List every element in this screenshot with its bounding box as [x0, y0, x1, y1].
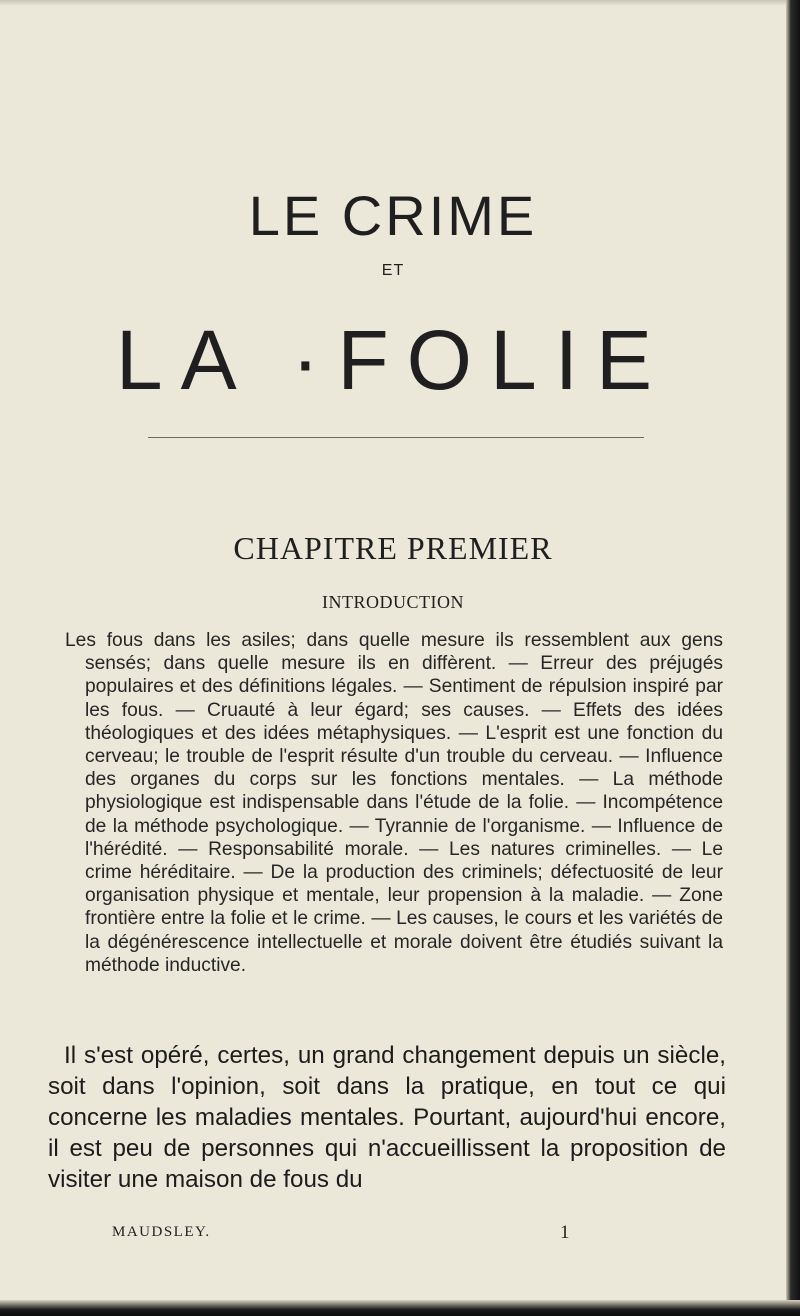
chapter-heading: CHAPITRE PREMIER — [233, 530, 553, 566]
title-line-et: ET — [381, 262, 405, 279]
chapter-subheading: INTRODUCTION — [322, 592, 464, 612]
title-line-folie: LA ·FOLIE — [115, 313, 671, 407]
page-top-shadow — [0, 0, 786, 6]
title-line-crime: LE CRIME — [248, 184, 538, 247]
page-right-edge — [786, 0, 800, 1316]
running-author: MAUDSLEY. — [112, 1224, 211, 1240]
title-divider — [148, 437, 644, 438]
chapter-summary: Les fous dans les asiles; dans quelle mesure ils ressemblent aux gens sensés; dans quelle mesure ils en diffèrent. — Erreur des préjugés populaires et des définitions légales. — Sentiment de répulsion inspiré par les fous. — Cruauté à leur égard; ses causes. — Effets des idées théologiques et des idées métaphysiques. — L'esprit est une fonction du cerveau; le trouble de l'esprit résulte d'un trouble du cerveau. — Influence des organes du corps sur les fonctions mentales. — La méthode physiologique est indispensable dans l'étude de la folie. — Incompétence de la méthode psychologique. — Tyrannie de l'organisme. — Influence de l'hérédité. — Responsabilité morale. — Les natures criminelles. — Le crime héréditaire. — De la production des criminels; défectuosité de leur organisation physique et mentale, leur propension à la maladie. — Zone frontière entre la folie et le crime. — Les causes, le cours et les variétés de la dégénérescence intellectuelle et morale doivent être étudiés suivant la méthode inductive. — [65, 630, 723, 976]
signature-mark: 1 — [560, 1222, 570, 1243]
body-paragraph: Il s'est opéré, certes, un grand changement depuis un siècle, soit dans l'opinion, soit dans la pratique, en tout ce qui concerne les maladies mentales. Pourtant, aujourd'hui encore, il est peu de personnes qui n'accueillissent la proposition de visiter une maison de fous du — [48, 1042, 726, 1193]
page-bottom-edge — [0, 1300, 800, 1316]
